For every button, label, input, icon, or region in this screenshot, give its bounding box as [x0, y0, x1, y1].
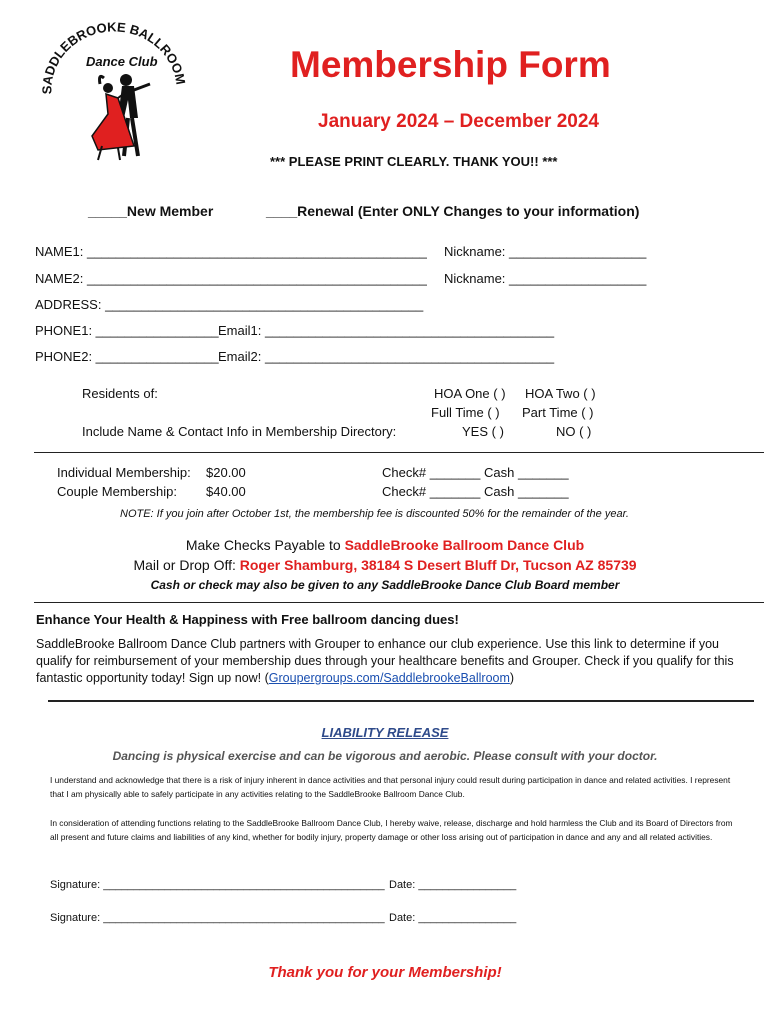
date1-field[interactable]: Date: ________________ — [389, 879, 517, 891]
health-body-text: SaddleBrooke Ballroom Dance Club partners with Grouper to enhance our club experience. Use this link to determine if you qualify for reimbursement of your membership dues through your healthcare benefits and Grouper. Check if you qualify for this fantastic opportunity today! Sign up now! ( — [36, 637, 734, 685]
cash2-field[interactable]: Cash _______ — [484, 484, 569, 499]
print-note: *** PLEASE PRINT CLEARLY. THANK YOU!! *** — [270, 154, 558, 169]
email1-field[interactable]: Email1: ________________________________________ — [218, 323, 555, 338]
couple-membership-label: Couple Membership: — [57, 484, 177, 499]
logo-sub-text: Dance Club — [86, 54, 158, 69]
email2-field[interactable]: Email2: ________________________________________ — [218, 349, 555, 364]
full-time-option[interactable]: Full Time ( ) — [431, 405, 500, 420]
address-field[interactable]: ADDRESS: ____________________________________________ — [35, 297, 424, 312]
liability-para1: I understand and acknowledge that there is a risk of injury inherent in dance activities and that personal injury could result during participation in dance and related activities. I represent that I am physically able to safely participate in any activities relating to the SaddleBrooke Ballroom Dance Club. — [50, 775, 731, 799]
hoa-two-option[interactable]: HOA Two ( ) — [525, 386, 596, 401]
health-body — [36, 636, 742, 687]
payable-prefix: Make Checks Payable to — [185, 537, 345, 553]
health-body-end: ) — [509, 671, 515, 685]
divider — [34, 602, 764, 603]
couple-membership-amount: $40.00 — [206, 484, 246, 499]
individual-membership-label: Individual Membership: — [57, 465, 191, 480]
mail-prefix: Mail or Drop Off: — [133, 557, 240, 573]
nickname1-field[interactable]: Nickname: ___________________ — [444, 244, 647, 259]
signature1-field[interactable]: Signature: ______________________________________________ — [50, 879, 385, 891]
payable-line — [0, 537, 770, 553]
discount-note: NOTE: If you join after October 1st, the membership fee is discounted 50% for the remainder of the year. — [120, 508, 629, 520]
payable-name: SaddleBrooke Ballroom Dance Club — [344, 537, 585, 553]
mail-address: Roger Shamburg, 38184 S Desert Bluff Dr, Tucson AZ 85739 — [239, 557, 637, 573]
liability-para2: In consideration of attending functions relating to the SaddleBrooke Ballroom Dance Club, I hereby waive, release, discharge and hold harmless the Club and its Board of Directors from all present and future claims and liabilities of any kind, whether for bodily injury, property damage or other loss arising out of participation in dance and any and all related activities. — [50, 818, 733, 842]
part-time-option[interactable]: Part Time ( ) — [522, 405, 594, 420]
name2-field[interactable]: NAME2: _______________________________________________ — [35, 271, 427, 286]
health-heading: Enhance Your Health & Happiness with Free ballroom dancing dues! — [36, 612, 459, 627]
signature2-field[interactable]: Signature: ______________________________________________ — [50, 912, 385, 924]
club-logo — [38, 18, 188, 168]
form-title: Membership Form — [290, 44, 611, 85]
divider — [34, 452, 764, 453]
dancers-logo-graphic — [38, 18, 188, 168]
cash1-field[interactable]: Cash _______ — [484, 465, 569, 480]
grouper-link[interactable]: Groupergroups.com/SaddlebrookeBallroom — [268, 671, 510, 685]
new-member-option: _____New Member — [88, 203, 214, 219]
hoa-one-option[interactable]: HOA One ( ) — [434, 386, 506, 401]
liability-subheading: Dancing is physical exercise and can be vigorous and aerobic. Please consult with your doctor. — [112, 749, 658, 763]
nickname2-field[interactable]: Nickname: ___________________ — [444, 271, 647, 286]
liability-heading: LIABILITY RELEASE — [321, 725, 449, 740]
renewal-option: ____Renewal (Enter ONLY Changes to your information) — [266, 203, 640, 219]
logo-arc-text: SADDLEBROOKE BALLROOM — [39, 19, 188, 95]
thank-you-message: Thank you for your Membership! — [268, 964, 502, 981]
cash-note: Cash or check may also be given to any SaddleBrooke Dance Club Board member — [150, 578, 620, 592]
directory-yes-option[interactable]: YES ( ) — [462, 424, 504, 439]
check1-field[interactable]: Check# _______ — [382, 465, 481, 480]
directory-no-option[interactable]: NO ( ) — [556, 424, 592, 439]
form-dates: January 2024 – December 2024 — [318, 111, 599, 132]
name1-field[interactable]: NAME1: _______________________________________________ — [35, 244, 427, 259]
check2-field[interactable]: Check# _______ — [382, 484, 481, 499]
individual-membership-amount: $20.00 — [206, 465, 246, 480]
date2-field[interactable]: Date: ________________ — [389, 912, 517, 924]
residents-label: Residents of: — [82, 386, 158, 401]
phone2-field[interactable]: PHONE2: _________________ — [35, 349, 219, 364]
thick-divider — [48, 700, 754, 702]
directory-label: Include Name & Contact Info in Membership Directory: — [82, 424, 397, 439]
mail-line — [0, 557, 770, 573]
phone1-field[interactable]: PHONE1: _________________ — [35, 323, 219, 338]
